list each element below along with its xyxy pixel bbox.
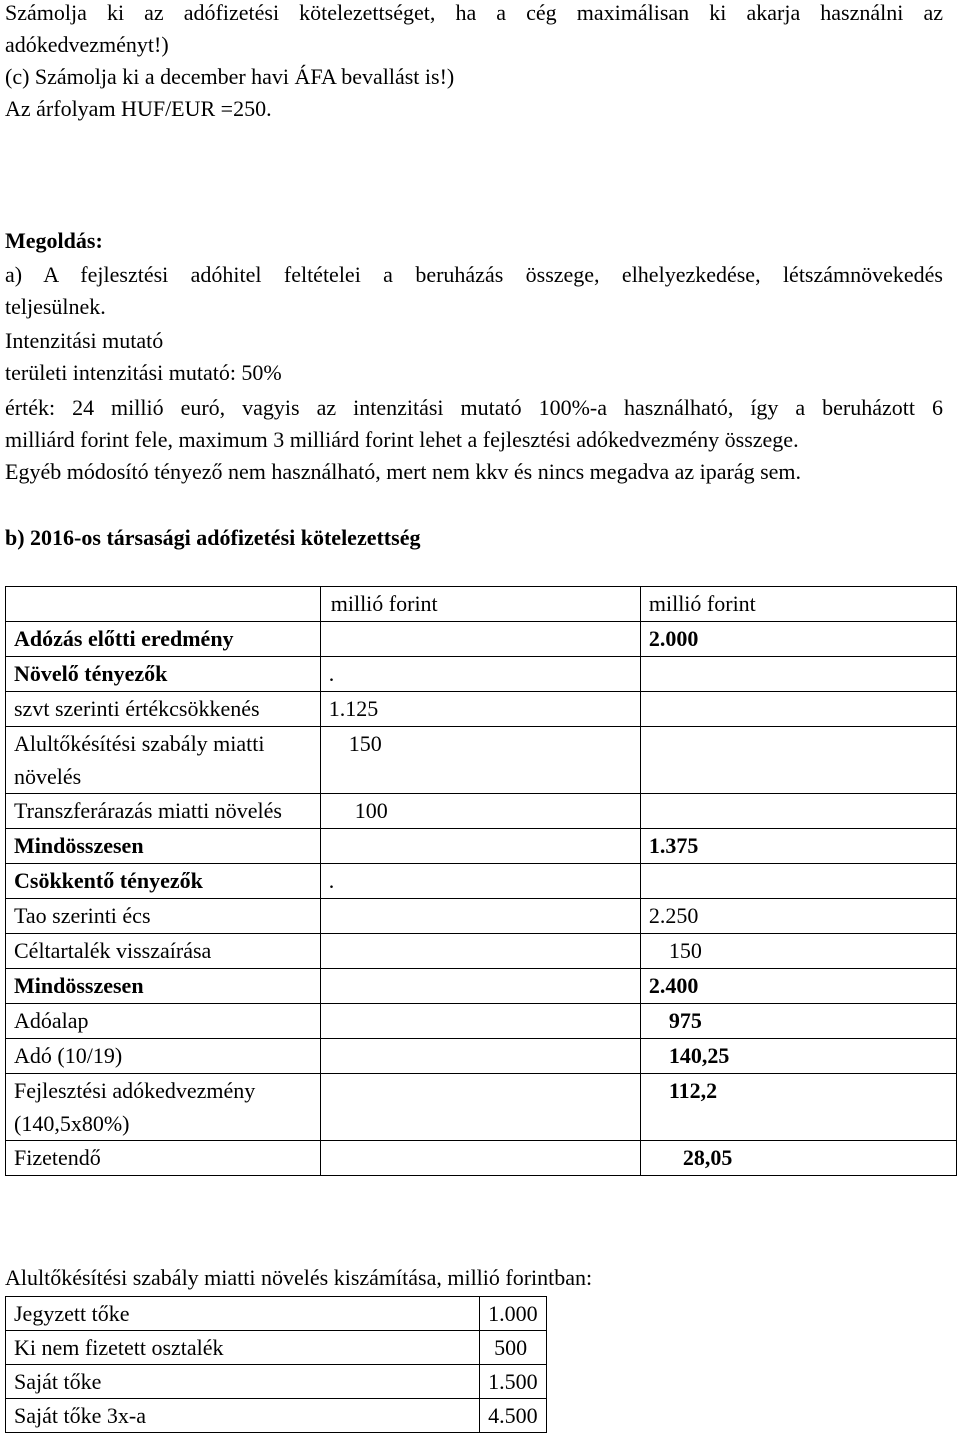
row-value-2 xyxy=(640,692,956,727)
header-cell-unit-1: millió forint xyxy=(320,587,640,622)
row-value: 1.500 xyxy=(480,1365,547,1399)
tax-liability-table xyxy=(5,586,957,1176)
row-label: Céltartalék visszaírása xyxy=(6,934,321,969)
table-row xyxy=(6,1039,957,1074)
thin-cap-table xyxy=(5,1296,547,1433)
row-value: 4.500 xyxy=(480,1399,547,1433)
table-row xyxy=(6,657,957,692)
section-b-heading: b) 2016-os társasági adófizetési kötelezettség xyxy=(5,525,421,550)
row-label: Saját tőke xyxy=(6,1365,480,1399)
table-row xyxy=(6,899,957,934)
header-cell-empty xyxy=(6,587,321,622)
row-value-1 xyxy=(320,899,640,934)
intensity-title: Intenzitási mutató xyxy=(5,328,164,353)
row-label: Transzferárazás miatti növelés xyxy=(6,794,321,829)
row-label: szvt szerinti értékcsökkenés xyxy=(6,692,321,727)
table-row xyxy=(6,969,957,1004)
regional-intensity: területi intenzitási mutató: 50% xyxy=(5,360,282,385)
row-value-1: . xyxy=(320,864,640,899)
row-label: Jegyzett tőke xyxy=(6,1297,480,1331)
row-label: Saját tőke 3x-a xyxy=(6,1399,480,1433)
row-label: Növelő tényezők xyxy=(6,657,321,692)
row-value-1 xyxy=(320,1039,640,1074)
row-value-2: 28,05 xyxy=(640,1141,956,1176)
table-row xyxy=(6,1365,547,1399)
row-value-2 xyxy=(640,864,956,899)
table-row xyxy=(6,934,957,969)
intro-line-1: Számolja ki az adófizetési kötelezettséget, ha a cég maximálisan ki akarja használni az xyxy=(5,0,943,25)
row-value-1 xyxy=(320,829,640,864)
table-row xyxy=(6,1004,957,1039)
table-row xyxy=(6,622,957,657)
row-value-2 xyxy=(640,727,956,794)
intro-line-4: Az árfolyam HUF/EUR =250. xyxy=(5,96,272,121)
cap-section-title: Alultőkésítési szabály miatti növelés kiszámítása, millió forintban: xyxy=(5,1265,593,1290)
row-value-1: . xyxy=(320,657,640,692)
solution-a-line-2: teljesülnek. xyxy=(5,294,106,319)
table-row xyxy=(6,692,957,727)
row-label: Mindösszesen xyxy=(6,829,321,864)
intro-line-2: adókedvezményt!) xyxy=(5,32,169,57)
row-value-2: 2.000 xyxy=(640,622,956,657)
header-cell-unit-2: millió forint xyxy=(640,587,956,622)
table-row xyxy=(6,864,957,899)
row-value-2: 150 xyxy=(640,934,956,969)
table-row xyxy=(6,1074,957,1141)
row-value-1 xyxy=(320,1141,640,1176)
row-value-2: 2.400 xyxy=(640,969,956,1004)
row-value-2 xyxy=(640,794,956,829)
row-value-1 xyxy=(320,1074,640,1141)
row-value-1 xyxy=(320,934,640,969)
table-row xyxy=(6,1331,547,1365)
table-row xyxy=(6,727,957,794)
row-label: Adó (10/19) xyxy=(6,1039,321,1074)
table-row xyxy=(6,1141,957,1176)
row-value-1 xyxy=(320,969,640,1004)
row-value-1 xyxy=(320,1004,640,1039)
row-label: Fizetendő xyxy=(6,1141,321,1176)
intro-line-3: (c) Számolja ki a december havi ÁFA bevallást is!) xyxy=(5,64,455,89)
row-value-2: 112,2 xyxy=(640,1074,956,1141)
table-row xyxy=(6,794,957,829)
row-value: 1.000 xyxy=(480,1297,547,1331)
value-line-2: milliárd forint fele, maximum 3 milliárd forint lehet a fejlesztési adókedvezmény összege. xyxy=(5,427,799,452)
solution-heading: Megoldás: xyxy=(5,228,103,253)
row-value-1: 100 xyxy=(320,794,640,829)
table-row xyxy=(6,1399,547,1433)
row-value-2: 2.250 xyxy=(640,899,956,934)
row-value-1 xyxy=(320,622,640,657)
row-label: Mindösszesen xyxy=(6,969,321,1004)
row-label: Ki nem fizetett osztalék xyxy=(6,1331,480,1365)
row-value-2: 975 xyxy=(640,1004,956,1039)
row-value-2: 140,25 xyxy=(640,1039,956,1074)
solution-a-line-1: a) A fejlesztési adóhitel feltételei a beruházás összege, elhelyezkedése, létszámnövekedés xyxy=(5,262,943,287)
row-label: Tao szerinti écs xyxy=(6,899,321,934)
row-value-2: 1.375 xyxy=(640,829,956,864)
table-row xyxy=(6,1297,547,1331)
row-value-2 xyxy=(640,657,956,692)
row-label: Csökkentő tényezők xyxy=(6,864,321,899)
value-line-1: érték: 24 millió euró, vagyis az intenzitási mutató 100%-a használható, így a beruházott 6 xyxy=(5,395,943,420)
row-label: Adózás előtti eredmény xyxy=(6,622,321,657)
table-header-row xyxy=(6,587,957,622)
other-factors: Egyéb módosító tényező nem használható, mert nem kkv és nincs megadva az iparág sem. xyxy=(5,459,802,484)
table-row xyxy=(6,829,957,864)
row-value-1: 150 xyxy=(320,727,640,794)
row-label: Alultőkésítési szabály miatti növelés xyxy=(6,727,321,794)
row-value: 500 xyxy=(480,1331,547,1365)
row-value-1: 1.125 xyxy=(320,692,640,727)
row-label: Fejlesztési adókedvezmény (140,5x80%) xyxy=(6,1074,321,1141)
row-label: Adóalap xyxy=(6,1004,321,1039)
